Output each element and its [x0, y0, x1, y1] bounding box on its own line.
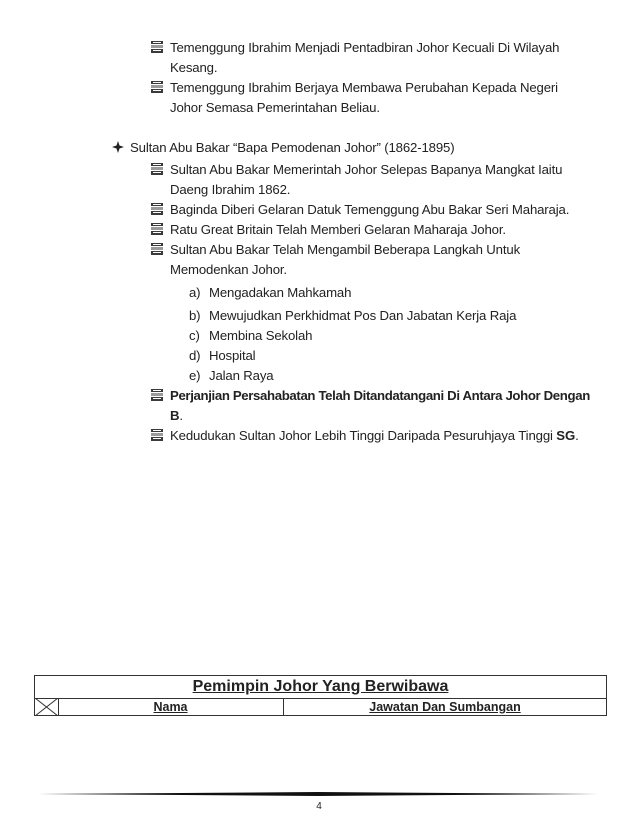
list-item-text: Temenggung Ibrahim Menjadi Pentadbiran Johor Kecuali Di Wilayah [170, 40, 560, 55]
step-item: a) Mengadakan Mahkamah [189, 285, 352, 300]
list-item: Kedudukan Sultan Johor Lebih Tinggi Daripada Pesuruhjaya Tinggi SG. [150, 426, 579, 445]
leaders-table [34, 675, 607, 716]
column-header-jawatan: Jawatan Dan Sumbangan [369, 700, 521, 714]
list-item [150, 78, 558, 97]
list-item: Sultan Abu Bakar Memerintah Johor Selepas Bapanya Mangkat Iaitu [150, 160, 562, 179]
book-icon [150, 40, 164, 54]
book-icon [150, 242, 164, 256]
step-item: d) Hospital [189, 348, 256, 363]
table-title: Pemimpin Johor Yang Berwibawa [35, 676, 606, 699]
list-item: Perjanjian Persahabatan Telah Ditandatangani Di Antara Johor Dengan [150, 386, 590, 405]
book-icon [150, 222, 164, 236]
book-icon [150, 80, 164, 94]
diamond-bullet-icon [112, 141, 124, 153]
book-icon [150, 388, 164, 402]
list-item-continuation: Memodenkan Johor. [170, 262, 287, 277]
list-item-continuation: Kesang. [170, 60, 218, 75]
empty-cell [35, 698, 59, 716]
step-item: b) Mewujudkan Perkhidmat Pos Dan Jabatan Kerja Raja [189, 308, 517, 323]
cross-mark-icon [35, 698, 58, 716]
book-icon [150, 202, 164, 216]
list-item [150, 38, 559, 57]
list-item: Baginda Diberi Gelaran Datuk Temenggung Abu Bakar Seri Maharaja. [150, 200, 569, 219]
page-number: 4 [316, 801, 322, 812]
footer-divider [38, 792, 598, 796]
step-item: c) Membina Sekolah [189, 328, 313, 343]
list-item-text: Temenggung Ibrahim Berjaya Membawa Perubahan Kepada Negeri [170, 80, 558, 95]
table-header-row [35, 698, 606, 716]
list-item-continuation: Daeng Ibrahim 1862. [170, 182, 291, 197]
section-heading: Sultan Abu Bakar “Bapa Pemodenan Johor” (1862-1895) [112, 138, 454, 157]
list-item-continuation: B. [170, 408, 183, 423]
list-item: Sultan Abu Bakar Telah Mengambil Beberapa Langkah Untuk [150, 240, 520, 259]
step-item: e) Jalan Raya [189, 368, 274, 383]
book-icon [150, 428, 164, 442]
column-header-nama: Nama [58, 698, 284, 716]
list-item: Ratu Great Britain Telah Memberi Gelaran Maharaja Johor. [150, 220, 506, 239]
book-icon [150, 162, 164, 176]
list-item-continuation: Johor Semasa Pemerintahan Beliau. [170, 100, 380, 115]
